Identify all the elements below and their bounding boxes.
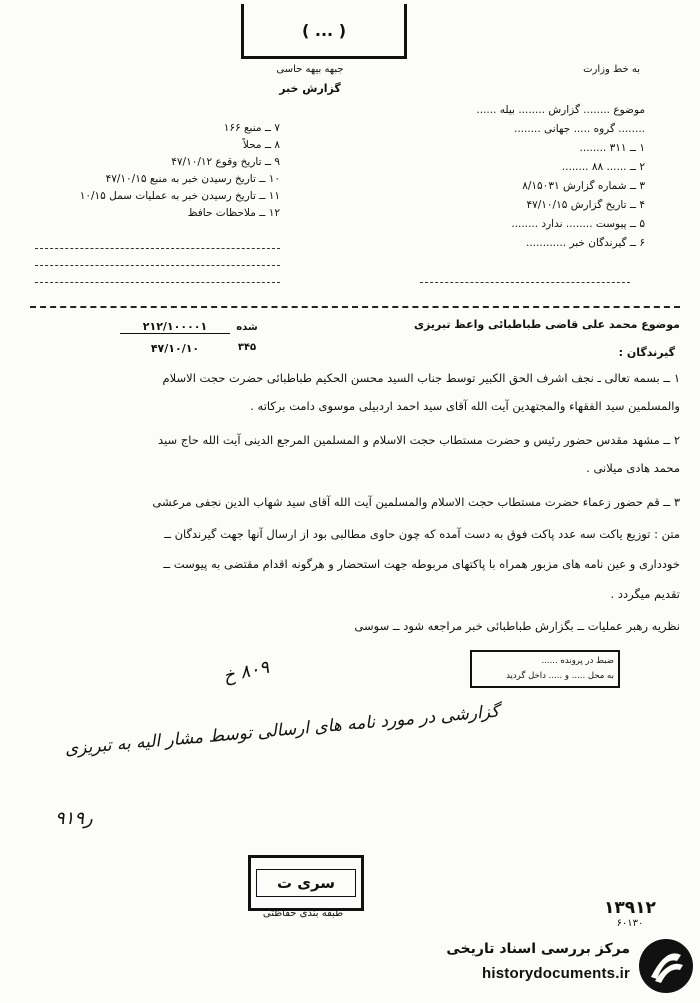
body-paragraph: محمد هادی میلانی .: [586, 461, 680, 475]
subject-line: موضوع محمد علی قاضی طباطبائی واعظ تبریزی: [413, 318, 680, 331]
department-name: جبهه بیهه حاسی: [276, 64, 344, 75]
blank-line: [35, 248, 280, 249]
body-paragraph: ۳ ــ قم حضور زعماء حضرت مستطاب حجت الاسلام والمسلمین آیت الله آقای سید شهاب الدین نجفی مرعشی: [152, 495, 680, 509]
operations-note: نظریه رهبر عملیات ــ بگزارش طباطبائی خبر مراجعه شود ــ سوسی: [354, 619, 680, 633]
meta-right-row: ۵ ــ پیوست ........ ندارد ........: [511, 218, 645, 230]
top-stamp-text: ( ... ): [302, 20, 346, 40]
bottom-stamp-caption: طبقه بندی حفاظتی: [262, 908, 344, 919]
meta-right-row: ۲ ــ ...... ۸۸ ........: [561, 161, 645, 173]
meta-right-row: موضوع ........ گزارش ........ بیله ......: [476, 104, 645, 116]
meta-left-row: ۸ ــ محلاً: [242, 139, 280, 151]
handwritten-comment: گزارشی در مورد نامه های ارسالی توسط مشار الیه به تبریزی: [64, 701, 500, 760]
reference-mark: ۳۴۵: [237, 342, 257, 353]
watermark: [415, 935, 700, 1003]
archive-logo-icon: [637, 937, 695, 995]
meta-left-column: [30, 122, 280, 224]
watermark-text-en: historydocuments.ir: [482, 965, 630, 982]
reference-date: ۴۷/۱۰/۱۰: [150, 342, 200, 355]
meta-left-row: ۱۰ ــ تاریخ رسیدن خبر به منبع ۴۷/۱۰/۱۵: [105, 173, 280, 185]
section-separator: [30, 306, 680, 308]
corner-label: به خط وزارت: [583, 64, 640, 75]
meta-right-row: ۳ ــ شماره گزارش ۸/۱۵۰۳۱: [522, 180, 645, 192]
blank-line: [420, 282, 630, 283]
blank-line: [35, 282, 280, 283]
body-paragraph: متن : توزیع یاکت سه عدد پاکت فوق به دست آمده که چون حاوی مطالبی بود از ارسال آنها جهت گیرندگان ــ: [164, 527, 680, 541]
blank-line: [35, 265, 280, 266]
handwritten-number: ۹ر۱۹: [55, 808, 93, 829]
top-classification-stamp: [241, 4, 407, 59]
body-paragraph: والمسلمین سید الفقهاء والمجتهدین آیت الله آقای سید احمد اردبیلی موسوی دامت برکاته .: [250, 399, 680, 413]
meta-right-row: ........ گروه ..... جهانی ........: [513, 123, 645, 135]
bottom-classification-stamp: [248, 855, 364, 911]
body-paragraph: ۱ ــ بسمه تعالی ـ نجف اشرف الحق الکبیر توسط جناب السید محسن الحکیم طباطبائی حضرت حجت الاسلام: [162, 371, 680, 385]
meta-left-row: ۱۲ ــ ملاحظات حافظ: [187, 207, 280, 219]
report-title: گزارش خبر: [279, 82, 341, 95]
body-paragraph: خودداری و عین نامه های مزبور همراه با پاکتهای مربوطه جهت استحضار و هرگونه اقدام مقتضی به پیوست ــ: [163, 557, 680, 571]
archive-stamp: ضبط در پرونده ...... به محل ..... و ..... داخل گردید: [470, 650, 620, 688]
meta-right-row: ۶ ــ گیرندگان خبر ............: [526, 237, 645, 249]
page-number: ۱۳۹۱۲: [604, 898, 656, 918]
body-paragraph: ۲ ــ مشهد مقدس حضور رئیس و حضرت مستطاب حجت الاسلام و المسلمین المرجع الدینی آیت الله حاج سید: [158, 433, 680, 447]
bottom-stamp-text: سری ت: [256, 869, 356, 897]
recipients-heading: گیرندگان :: [618, 346, 675, 359]
meta-right-column: [400, 104, 645, 256]
page-number-sub: ۶۰۱۳۰: [616, 918, 644, 929]
body-paragraph: تقدیم میگردد .: [610, 587, 680, 601]
handwritten-note: ۸۰۹ خ: [221, 656, 271, 687]
meta-right-row: ۴ ــ تاریخ گزارش ۴۷/۱۰/۱۵: [526, 199, 645, 211]
meta-right-row: ۱ ــ ۳۱۱ ........: [579, 142, 645, 154]
reference-mark: شده: [236, 322, 258, 333]
meta-left-row: ۹ ــ تاریخ وقوع ۴۷/۱۰/۱۲: [171, 156, 280, 168]
reference-number: ۲۱۲/۱۰۰۰۰۱: [120, 320, 230, 334]
meta-left-row: ۱۱ ــ تاریخ رسیدن خبر به عملیات سمل ۱۰/۱۵: [79, 190, 280, 202]
meta-left-row: ۷ ــ منبع ۱۶۶: [223, 122, 280, 134]
watermark-text-fa: مرکز بررسی اسناد تاریخی: [446, 941, 630, 957]
